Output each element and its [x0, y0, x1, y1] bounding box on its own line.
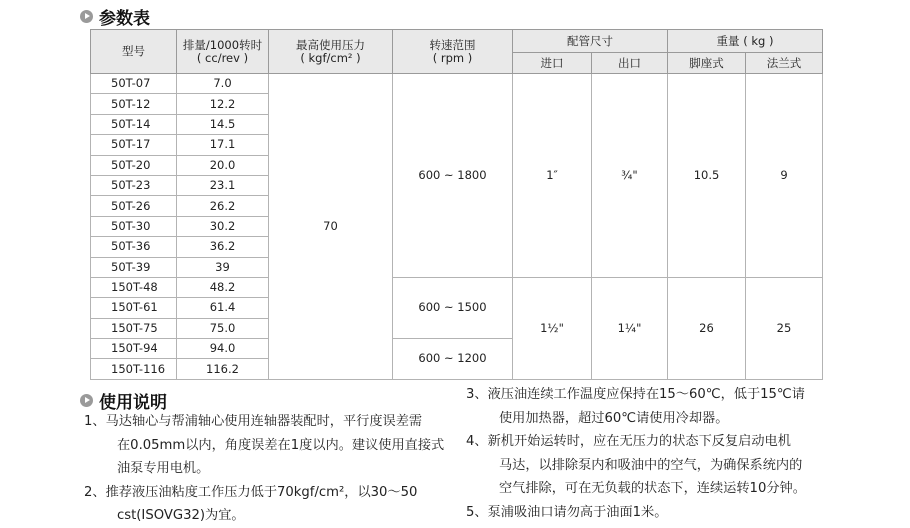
- spec-title-text: 参数表: [99, 9, 150, 29]
- header-model: 型号: [91, 30, 177, 74]
- displacement-cell: 17.1: [177, 135, 269, 155]
- model-cell: 50T-17: [91, 135, 177, 155]
- header-weight-foot: 脚座式: [668, 53, 746, 74]
- displacement-cell: 39: [177, 257, 269, 277]
- arrow-bullet-icon: [80, 394, 93, 407]
- header-pipe: 配管尺寸: [513, 30, 668, 53]
- spec-table: [90, 29, 823, 380]
- note-line: 使用加热器，超过60℃请使用冷却器。: [499, 410, 729, 426]
- table-row: [91, 74, 823, 94]
- header-pressure: [269, 30, 393, 74]
- displacement-cell: 61.4: [177, 298, 269, 318]
- displacement-cell: 36.2: [177, 237, 269, 257]
- header-pipe-out: 出口: [592, 53, 668, 74]
- displacement-cell: 20.0: [177, 155, 269, 175]
- spec-section-title: [80, 4, 150, 29]
- header-pressure-unit: ( kgf/cm² ): [300, 50, 361, 65]
- displacement-cell: 116.2: [177, 359, 269, 379]
- note-line: 2、推荐液压油粘度工作压力低于70kgf/cm²，以30～50: [84, 484, 418, 500]
- pipe-out-cell-50: ¾": [592, 74, 668, 278]
- displacement-cell: 26.2: [177, 196, 269, 216]
- pipe-out-cell-150: 1¼": [592, 277, 668, 379]
- speed-cell-150a: 600 ~ 1500: [393, 277, 513, 338]
- header-displacement: [177, 30, 269, 74]
- weight-flange-cell-50: 9: [746, 74, 823, 278]
- header-weight-flange: 法兰式: [746, 53, 823, 74]
- note-line: 空气排除，可在无负载的状态下，连续运转10分钟。: [499, 481, 806, 496]
- model-cell: 150T-94: [91, 339, 177, 359]
- header-weight: 重量 ( kg ): [668, 30, 823, 53]
- note-line: cst(ISOVG32)为宜。: [117, 508, 245, 523]
- model-cell: 50T-39: [91, 257, 177, 277]
- displacement-cell: 12.2: [177, 94, 269, 114]
- note-line: 5、泵浦吸油口请勿高于油面1米。: [466, 504, 668, 520]
- usage-notes-right: [466, 383, 806, 524]
- note-line: 在0.05mm以内，角度误差在1度以内。建议使用直接式: [117, 437, 445, 453]
- model-cell: 150T-48: [91, 277, 177, 297]
- displacement-cell: 48.2: [177, 277, 269, 297]
- model-cell: 50T-30: [91, 216, 177, 236]
- model-cell: 50T-23: [91, 175, 177, 195]
- displacement-cell: 7.0: [177, 74, 269, 94]
- weight-foot-cell-150: 26: [668, 277, 746, 379]
- model-cell: 150T-75: [91, 318, 177, 338]
- usage-title-text: 使用说明: [99, 393, 167, 413]
- table-row: [91, 277, 823, 297]
- note-line: 油泵专用电机。: [117, 461, 210, 476]
- header-pressure-label: 最高使用压力: [296, 37, 365, 52]
- speed-cell-150b: 600 ~ 1200: [393, 339, 513, 380]
- header-speed: [393, 30, 513, 74]
- model-cell: 50T-36: [91, 237, 177, 257]
- model-cell: 50T-12: [91, 94, 177, 114]
- note-line: 马达，以排除泵内和吸油中的空气，为确保系统内的: [499, 457, 803, 473]
- weight-foot-cell-50: 10.5: [668, 74, 746, 278]
- model-cell: 50T-07: [91, 74, 177, 94]
- displacement-cell: 75.0: [177, 318, 269, 338]
- model-cell: 150T-61: [91, 298, 177, 318]
- header-pipe-in: 进口: [513, 53, 592, 74]
- pipe-in-cell-50: 1″: [513, 74, 592, 278]
- displacement-cell: 94.0: [177, 339, 269, 359]
- model-cell: 50T-20: [91, 155, 177, 175]
- header-displacement-label: 排量/1000转时: [182, 37, 263, 52]
- pressure-cell: 70: [269, 74, 393, 380]
- note-line: 3、液压油连续工作温度应保持在15～60℃，低于15℃请: [466, 387, 805, 402]
- header-speed-label: 转速范围: [429, 37, 476, 52]
- note-line: 4、新机开始运转时，应在无压力的状态下反复启动电机: [466, 434, 791, 449]
- displacement-cell: 23.1: [177, 175, 269, 195]
- arrow-bullet-icon: [80, 10, 93, 23]
- model-cell: 50T-26: [91, 196, 177, 216]
- displacement-cell: 30.2: [177, 216, 269, 236]
- note-line: 1、马达轴心与帮浦轴心使用连轴器装配时，平行度误差需: [84, 414, 423, 429]
- model-cell: 150T-116: [91, 359, 177, 379]
- displacement-cell: 14.5: [177, 114, 269, 134]
- model-cell: 50T-14: [91, 114, 177, 134]
- header-displacement-unit: ( cc/rev ): [196, 50, 249, 65]
- usage-notes-left: [84, 410, 444, 528]
- weight-flange-cell-150: 25: [746, 277, 823, 379]
- pipe-in-cell-150: 1½": [513, 277, 592, 379]
- speed-cell-50: 600 ~ 1800: [393, 74, 513, 278]
- header-speed-unit: ( rpm ): [432, 50, 473, 65]
